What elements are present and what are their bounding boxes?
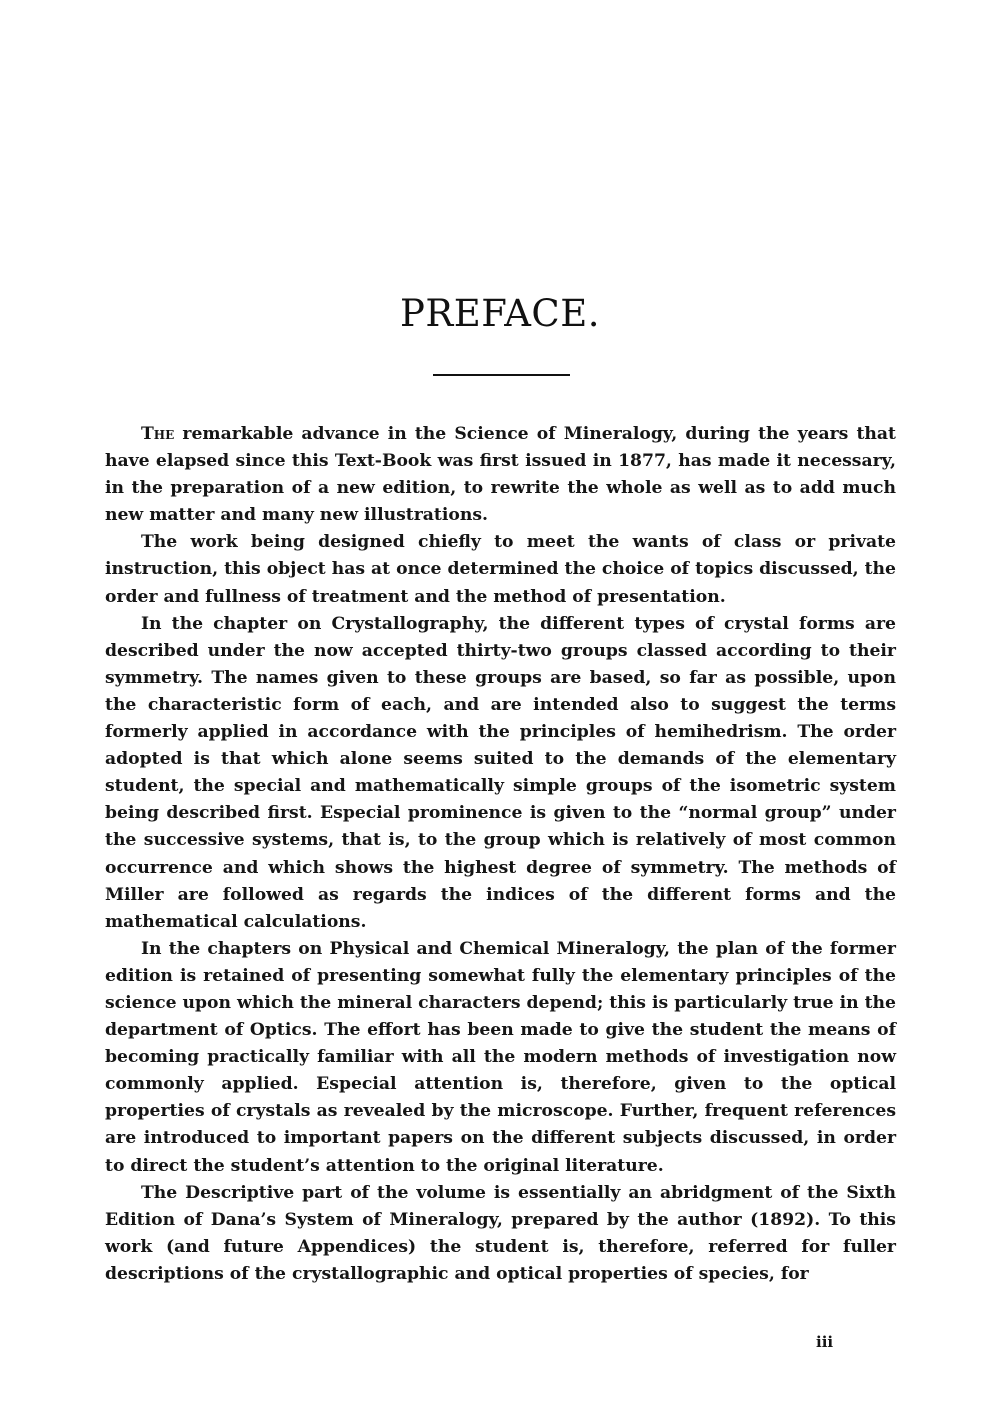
paragraph-1-text: remarkable advance in the Science of Mineralogy, during the years that have elapsed since this Text-Book was first issued in 1877, has made it necessary, in the preparation of a new edition, to rewrite the whole as well as to add much new matter and many new illustrations. xyxy=(105,424,896,526)
opening-word: The xyxy=(141,424,175,444)
paragraph-4: In the chapters on Physical and Chemical Mineralogy, the plan of the former edition is retained of presenting somewhat fully the elementary principles of the science upon which the mineral characters depend; this is particularly true in the department of Optics. The effort has been made to give the student the means of becoming practically familiar with all the modern methods of investigation now commonly applied. Especial attention is, therefore, given to the optical properties of crystals as revealed by the microscope. Further, frequent references are introduced to important papers on the different subjects discussed, in order to direct the student’s attention to the original literature. xyxy=(105,938,896,1176)
paragraph-2: The work being designed chiefly to meet the wants of class or private instruction, this object has at once determined the choice of topics discussed, the order and fullness of treatment and the method of presentation. xyxy=(105,532,896,607)
preface-body xyxy=(105,421,896,1288)
title-rule-divider xyxy=(433,374,570,376)
paragraph-3: In the chapter on Crystallography, the different types of crystal forms are described under the now accepted thirty-two groups classed according to their symmetry. The names given to these groups are based, so far as possible, upon the characteristic form of each, and are intended also to suggest the terms formerly applied in accordance with the principles of hemihedrism. The order adopted is that which alone seems suited to the demands of the elementary student, the special and mathematically simple groups of the isometric system being described first. Especial prominence is given to the “normal group” under the successive systems, that is, to the group which is relatively of most common occurrence and which shows the highest degree of symmetry. The methods of Miller are followed as regards the indices of the different forms and the mathematical calculations. xyxy=(105,613,896,932)
paragraph-5: The Descriptive part of the volume is essentially an abridgment of the Sixth Edition of Dana’s System of Mineralogy, prepared by the author (1892). To this work (and future Appendices) the student is, therefore, referred for fuller descriptions of the crystallographic and optical properties of species, for xyxy=(105,1182,896,1284)
paragraph-1 xyxy=(105,421,896,529)
page-number: iii xyxy=(816,1333,834,1351)
page-title: PREFACE. xyxy=(399,292,601,335)
